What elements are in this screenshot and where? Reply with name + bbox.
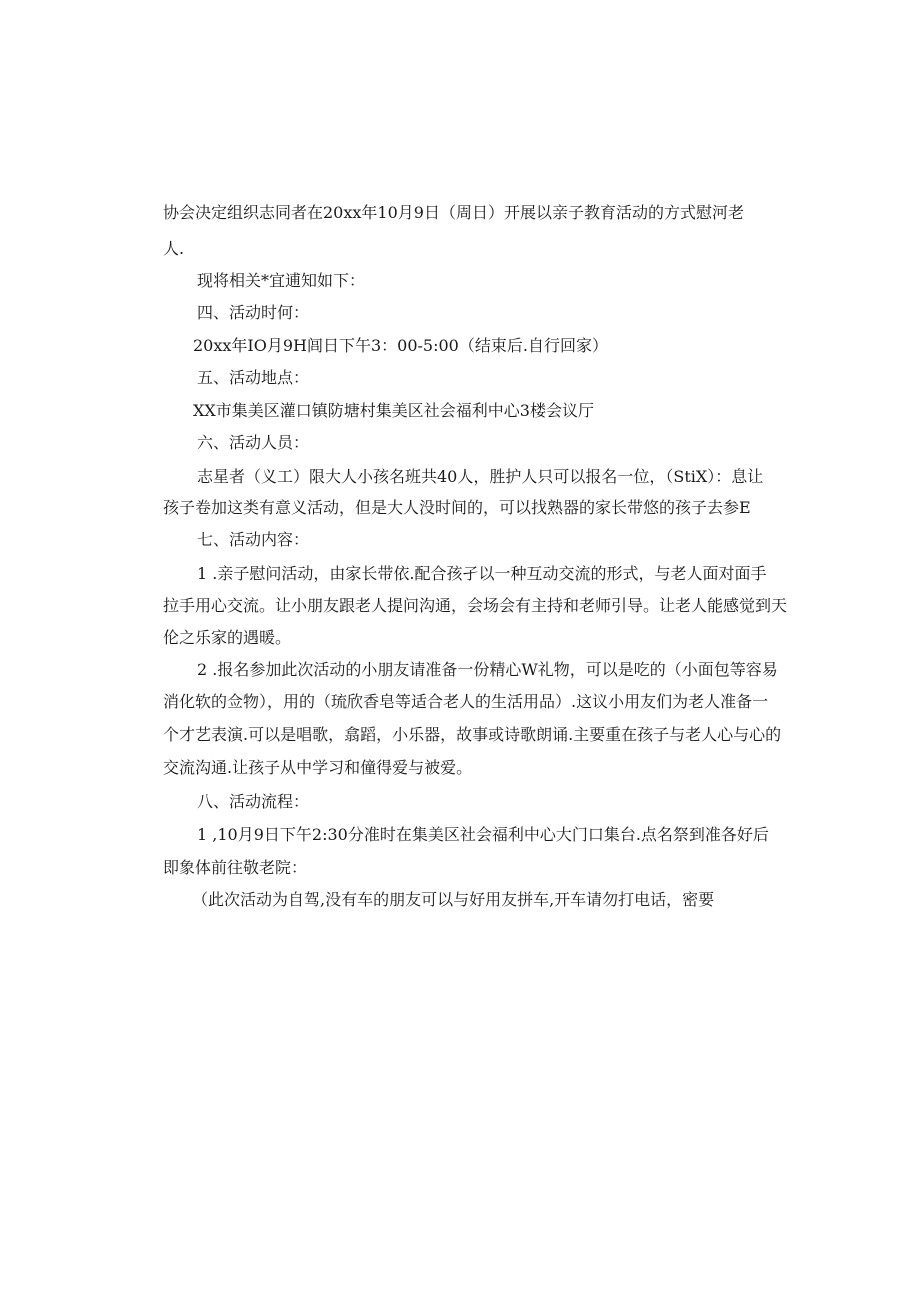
item-1-line-3: 伦之乐家的遇暖。 [163,628,292,647]
section-6-line-2: 孩子卷加这类有意义活动，但是大人没时间的，可以找熟器的家长带悠的孩子去参E [163,498,751,517]
item-2-line-4: 交流沟通.让孩子从中学习和僮得爱与被爱。 [163,758,473,777]
section-6-line-1: 志星者（义工）限大人小孩名班共40人，胜护人只可以报名一位，（StiX）：息让 [197,467,764,486]
section-8-heading: 八、活动流程： [197,792,310,811]
section-4-time: 20xx年IO月9H闾日下午3：00-5:00（结束后.自行回家） [193,336,608,355]
section-6-heading: 六、活动人员： [197,433,310,452]
section-7-heading: 七、活动内容： [197,530,310,549]
item-1-line-1: 1 .亲子慰问活动，由家长带依.配合孩孑以一种互动交流的形式，与老人面对面手 [197,564,767,583]
item-2-line-2: 消化软的佥物），用的（琉欣香皂等适合老人的生活用品）.这议小用友们为老人准备一 [163,692,769,711]
item-1-line-2: 拉手用心交流。让小朋友跟老人提问沟通，会场会有主持和老师引导。让老人能感觉到天 [163,596,788,615]
notice-line: 现将相关*宜逋知如下： [197,271,366,290]
flow-1-line-1: 1 ,10月9日下午2:30分准时在集美区社会福利中心大门口集台.点名祭到准各好后 [197,825,769,844]
intro-line-1: 协会决定组织志同者在20xx年10月9日（周日）开展以亲子教育活动的方式慰河老 [163,203,744,222]
section-4-heading: 四、活动时何： [197,303,310,322]
item-2-line-1: 2 .报名参加此次活动的小朋友请准备一份精心W礼物，可以是吃的（小面包等容易 [197,660,778,679]
item-2-line-3: 个才艺表演.可以是唱歌，翕蹈，小乐器，故事或诗歌朗诵.主要重在孩子与老人心与心的 [163,725,782,744]
flow-1-line-2: 即象体前往敬老院： [163,858,308,877]
section-5-heading: 五、活动地点： [197,368,310,387]
section-5-location: XX市集美区灌口镇防塘村集美区社会福利中心3楼会议厅 [193,401,594,420]
intro-line-2: 人. [163,239,185,258]
flow-note: （此次活动为自驾,没有车的朋友可以与好用友拼车,开车请勿打电话，密要 [192,890,715,909]
